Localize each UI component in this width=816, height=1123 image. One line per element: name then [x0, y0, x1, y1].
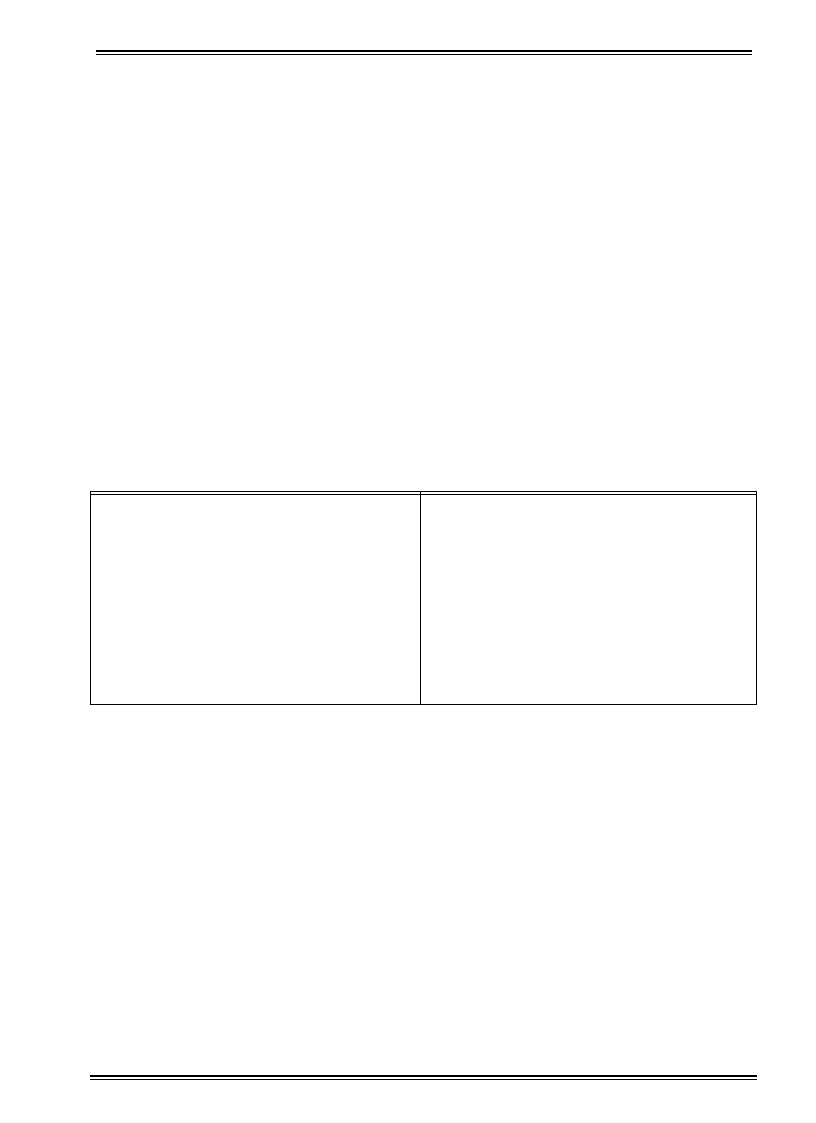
header-divider: [96, 50, 752, 52]
footer-divider: [90, 1075, 757, 1077]
header-divider-thin: [96, 54, 752, 55]
footer-divider-thin: [90, 1079, 757, 1080]
content-column: [91, 495, 421, 705]
activity-column: [420, 495, 757, 705]
page-header: [100, 30, 748, 52]
lesson-table: [90, 491, 757, 705]
